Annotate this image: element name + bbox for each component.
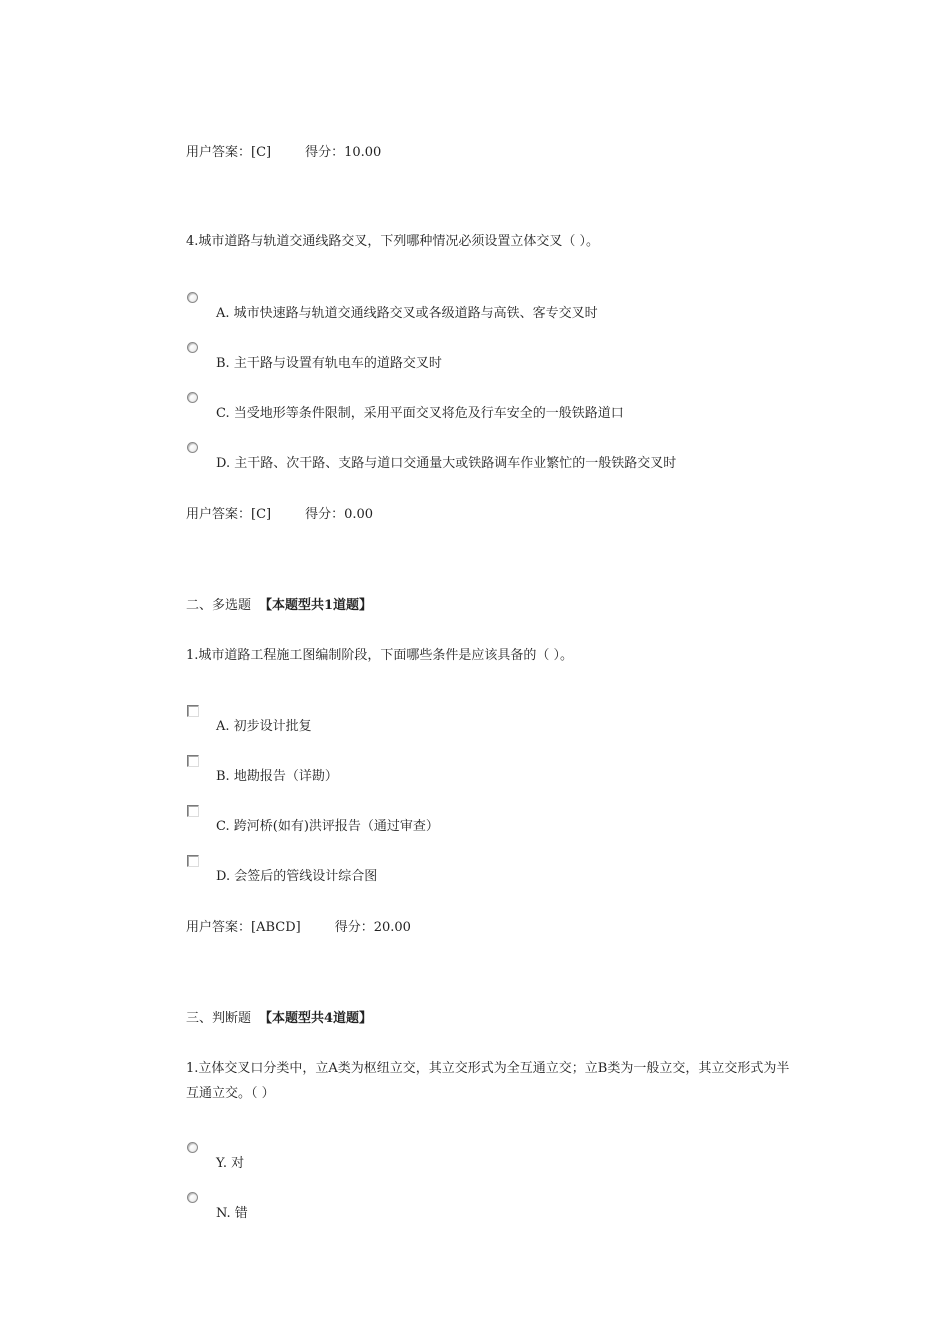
option-label-a: A. 城市快速路与轨道交通线路交叉或各级道路与高铁、客专交叉时: [216, 306, 598, 321]
section-count: 【本题型共4道题】: [259, 1011, 373, 1026]
question-text: 1.城市道路工程施工图编制阶段，下面哪些条件是应该具备的（ ）。: [186, 648, 574, 663]
option-label-b: B. 地勘报告（详勘）: [216, 769, 338, 784]
checkbox-option-d[interactable]: [187, 855, 199, 867]
radio-option-d[interactable]: [187, 442, 198, 453]
option-label-d: D. 会签后的管线设计综合图: [216, 869, 378, 884]
section-header-multi: [186, 597, 372, 615]
radio-option-a[interactable]: [187, 292, 198, 303]
result-line: [186, 144, 381, 162]
checkbox-option-c[interactable]: [187, 805, 199, 817]
radio-option-c[interactable]: [187, 392, 198, 403]
user-answer: 用户答案：[C]: [186, 507, 272, 522]
checkbox-option-a[interactable]: [187, 705, 199, 717]
option-label-b: B. 主干路与设置有轨电车的道路交叉时: [216, 356, 442, 371]
option-label-c: C. 跨河桥(如有)洪评报告（通过审查）: [216, 819, 439, 834]
radio-option-n[interactable]: [187, 1192, 198, 1203]
radio-option-y[interactable]: [187, 1142, 198, 1153]
score: 得分：10.00: [305, 145, 382, 160]
option-label-n: N. 错: [216, 1206, 248, 1221]
section-header-judge: [186, 1010, 372, 1028]
question-text: 4.城市道路与轨道交通线路交叉，下列哪种情况必须设置立体交叉（ ）。: [186, 234, 600, 249]
checkbox-option-b[interactable]: [187, 755, 199, 767]
radio-option-b[interactable]: [187, 342, 198, 353]
user-answer: 用户答案：[C]: [186, 145, 272, 160]
section-title: 二、多选题: [186, 598, 252, 613]
option-label-d: D. 主干路、次干路、支路与道口交通量大或铁路调车作业繁忙的一般铁路交叉时: [216, 456, 677, 471]
option-label-a: A. 初步设计批复: [216, 719, 312, 734]
score: 得分：0.00: [305, 507, 374, 522]
user-answer: 用户答案：[ABCD]: [186, 920, 301, 935]
question-text: 1.立体交叉口分类中，立A类为枢纽立交，其立交形式为全互通立交；立B类为一般立交，其立交形式为半互通立交。（ ）: [186, 1061, 790, 1101]
section-title: 三、判断题: [186, 1011, 252, 1026]
score: 得分：20.00: [334, 920, 411, 935]
option-label-c: C. 当受地形等条件限制，采用平面交叉将危及行车安全的一般铁路道口: [216, 406, 624, 421]
section-count: 【本题型共1道题】: [259, 598, 373, 613]
option-label-y: Y. 对: [216, 1156, 245, 1171]
result-line: [186, 506, 373, 524]
result-line: [186, 919, 411, 937]
